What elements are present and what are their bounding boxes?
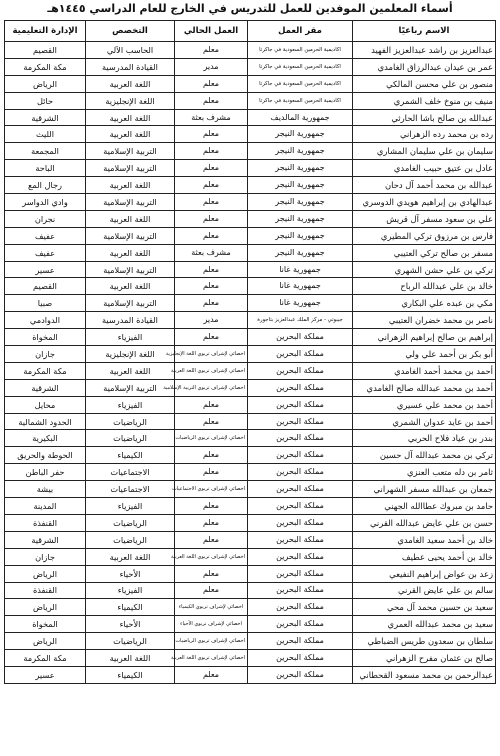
header-dept: الإدارة التعليمية <box>5 21 86 42</box>
table-row <box>5 616 496 633</box>
cell-spec: الرياضيات <box>86 430 175 447</box>
cell-job: معلم <box>175 261 248 278</box>
table-row <box>5 143 496 160</box>
table-body <box>5 42 496 684</box>
cell-job: معلم <box>175 278 248 295</box>
cell-dept: البكيرية <box>5 430 86 447</box>
cell-name: أبو بكر بن أحمد علي ولي <box>353 346 496 363</box>
cell-place: مملكة البحرين <box>248 616 353 633</box>
cell-dept: الرياض <box>5 633 86 650</box>
cell-spec: الرياضيات <box>86 413 175 430</box>
cell-dept: الشرقية <box>5 531 86 548</box>
cell-name: عادل بن عتيق حبيب الغامدي <box>353 160 496 177</box>
cell-name: صالح بن عثمان مفرح الزهراني <box>353 650 496 667</box>
cell-place: مملكة البحرين <box>248 650 353 667</box>
cell-spec: اللغة العربية <box>86 244 175 261</box>
cell-place: اكاديمية الحرمين السعودية في جاكرتا <box>248 92 353 109</box>
cell-job: مدير <box>175 58 248 75</box>
cell-place: مملكة البحرين <box>248 531 353 548</box>
table-row <box>5 75 496 92</box>
cell-name: عبدالله بن صالح باشا الحارثي <box>353 109 496 126</box>
table-row <box>5 379 496 396</box>
cell-job: اخصائي لإشراف تربوي الاجتماعيات <box>175 481 248 498</box>
cell-job: معلم <box>175 126 248 143</box>
cell-name: عمر بن عيدان عبدالرزاق الغامدي <box>353 58 496 75</box>
cell-dept: جازان <box>5 346 86 363</box>
cell-name: عبدالرحمن بن محمد مسعود القحطاني <box>353 666 496 683</box>
cell-name: حامد بن مبروك عطاالله الجهني <box>353 498 496 515</box>
cell-dept: القنفذة <box>5 514 86 531</box>
cell-place: مملكة البحرين <box>248 548 353 565</box>
cell-name: تركي بن علي حشن الشهري <box>353 261 496 278</box>
cell-spec: التربية الإسلامية <box>86 227 175 244</box>
table-row <box>5 42 496 59</box>
cell-place: مملكة البحرين <box>248 362 353 379</box>
cell-name: إبراهيم بن صالح إبراهيم الزهراني <box>353 329 496 346</box>
table-header-row <box>5 21 496 42</box>
cell-place: جمهورية غانا <box>248 261 353 278</box>
cell-spec: اللغة العربية <box>86 126 175 143</box>
cell-spec: اللغة العربية <box>86 177 175 194</box>
table-row <box>5 362 496 379</box>
cell-job: اخصائي لإشراف تربوي اللغة العربية <box>175 650 248 667</box>
cell-job: معلم <box>175 531 248 548</box>
cell-name: أحمد بن محمد أحمد الغامدي <box>353 362 496 379</box>
cell-job: مدير <box>175 312 248 329</box>
cell-job: اخصائي لإشراف تربوي التربية الإسلامية <box>175 379 248 396</box>
cell-job: معلم <box>175 464 248 481</box>
cell-job: معلم <box>175 177 248 194</box>
table-row <box>5 58 496 75</box>
cell-job: معلم <box>175 160 248 177</box>
cell-spec: التربية الإسلامية <box>86 143 175 160</box>
cell-place: مملكة البحرين <box>248 447 353 464</box>
table-row <box>5 160 496 177</box>
table-row <box>5 210 496 227</box>
cell-job: معلم <box>175 227 248 244</box>
cell-place: مملكة البحرين <box>248 599 353 616</box>
table-row <box>5 548 496 565</box>
cell-name: ناصر بن محمد خضران العتيبي <box>353 312 496 329</box>
table-row <box>5 329 496 346</box>
cell-spec: اللغة العربية <box>86 278 175 295</box>
table-row <box>5 177 496 194</box>
cell-job: معلم <box>175 75 248 92</box>
cell-spec: الاجتماعيات <box>86 464 175 481</box>
cell-job: معلم <box>175 295 248 312</box>
cell-dept: بيشة <box>5 481 86 498</box>
cell-spec: اللغة العربية <box>86 75 175 92</box>
cell-dept: المجمعة <box>5 143 86 160</box>
cell-name: عبدالهادي بن إبراهيم هويدي الدوسري <box>353 194 496 211</box>
cell-job: معلم <box>175 514 248 531</box>
cell-job: معلم <box>175 329 248 346</box>
cell-spec: الكيمياء <box>86 666 175 683</box>
cell-spec: الفيزياء <box>86 329 175 346</box>
cell-job: مشرف بعثة <box>175 109 248 126</box>
cell-spec: التربية الإسلامية <box>86 160 175 177</box>
table-row <box>5 244 496 261</box>
table-row <box>5 666 496 683</box>
table-row <box>5 396 496 413</box>
table-row <box>5 565 496 582</box>
cell-place: جمهورية المالديف <box>248 109 353 126</box>
cell-dept: محايل <box>5 396 86 413</box>
cell-job: معلم <box>175 666 248 683</box>
cell-place: جمهورية النيجر <box>248 244 353 261</box>
cell-spec: الرياضيات <box>86 514 175 531</box>
table-row <box>5 194 496 211</box>
cell-dept: القنفذة <box>5 582 86 599</box>
cell-spec: التربية الإسلامية <box>86 295 175 312</box>
cell-dept: عفيف <box>5 244 86 261</box>
cell-place: اكاديمية الحرمين السعودية في جاكرتا <box>248 42 353 59</box>
cell-place: مملكة البحرين <box>248 481 353 498</box>
cell-dept: عسير <box>5 666 86 683</box>
table-row <box>5 650 496 667</box>
cell-spec: الاجتماعيات <box>86 481 175 498</box>
cell-place: جمهورية النيجر <box>248 177 353 194</box>
cell-dept: الليث <box>5 126 86 143</box>
cell-spec: اللغة العربية <box>86 650 175 667</box>
cell-job: معلم <box>175 565 248 582</box>
cell-dept: حفر الباطن <box>5 464 86 481</box>
cell-spec: الفيزياء <box>86 498 175 515</box>
cell-spec: الكيمياء <box>86 599 175 616</box>
cell-place: جمهورية النيجر <box>248 227 353 244</box>
cell-name: بندر بن عياد فلاح الحربي <box>353 430 496 447</box>
cell-place: اكاديمية الحرمين السعودية في جاكرتا <box>248 58 353 75</box>
cell-place: جمهورية غانا <box>248 295 353 312</box>
cell-spec: الأحياء <box>86 565 175 582</box>
cell-place: مملكة البحرين <box>248 498 353 515</box>
cell-spec: اللغة العربية <box>86 548 175 565</box>
cell-spec: اللغة العربية <box>86 362 175 379</box>
cell-dept: الرياض <box>5 599 86 616</box>
cell-dept: مكة المكرمة <box>5 650 86 667</box>
table-row <box>5 447 496 464</box>
cell-job: معلم <box>175 498 248 515</box>
cell-job: معلم <box>175 413 248 430</box>
cell-dept: المخواة <box>5 329 86 346</box>
cell-name: ثامر بن دله متعب العنزي <box>353 464 496 481</box>
cell-job: مشرف بعثة <box>175 244 248 261</box>
cell-job: اخصائي لإشراف تربوي اللغة الإنجليزية <box>175 346 248 363</box>
cell-name: رده بن محمد رده الزهراني <box>353 126 496 143</box>
header-place: مقر العمل <box>248 21 353 42</box>
cell-job: معلم <box>175 92 248 109</box>
cell-name: علي بن سعود مسفر آل قريش <box>353 210 496 227</box>
table-row <box>5 227 496 244</box>
table-row <box>5 295 496 312</box>
cell-job: اخصائي لإشراف تربوي اللغة العربية <box>175 548 248 565</box>
cell-name: سليمان بن علي سليمان المشاري <box>353 143 496 160</box>
cell-place: جمهورية النيجر <box>248 126 353 143</box>
cell-dept: جازان <box>5 548 86 565</box>
cell-dept: الحوطة والحريق <box>5 447 86 464</box>
cell-dept: مكة المكرمة <box>5 362 86 379</box>
cell-spec: اللغة الإنجليزية <box>86 346 175 363</box>
cell-name: فارس بن مرزوق تركي المطيري <box>353 227 496 244</box>
cell-spec: اللغة العربية <box>86 109 175 126</box>
cell-name: زعد بن عواض إبراهيم النفيعي <box>353 565 496 582</box>
cell-name: عبدالعزيز بن راشد عبدالعزيز الفهيد <box>353 42 496 59</box>
cell-name: منيف بن منوخ خلف الشمري <box>353 92 496 109</box>
cell-place: اكاديمية الحرمين السعودية في جاكرتا <box>248 75 353 92</box>
cell-spec: التربية الإسلامية <box>86 261 175 278</box>
table-row <box>5 126 496 143</box>
cell-spec: الأحياء <box>86 616 175 633</box>
cell-job: معلم <box>175 447 248 464</box>
cell-name: مكي بن عبده علي البكاري <box>353 295 496 312</box>
table-row <box>5 481 496 498</box>
cell-dept: مكة المكرمة <box>5 58 86 75</box>
table-row <box>5 464 496 481</box>
cell-dept: القصيم <box>5 42 86 59</box>
cell-spec: الفيزياء <box>86 396 175 413</box>
teachers-table <box>4 20 496 684</box>
cell-dept: الرياض <box>5 565 86 582</box>
table-row <box>5 92 496 109</box>
cell-dept: الباحة <box>5 160 86 177</box>
cell-spec: التربية الإسلامية <box>86 379 175 396</box>
cell-job: معلم <box>175 194 248 211</box>
cell-place: مملكة البحرين <box>248 565 353 582</box>
cell-job: اخصائي لإشراف تربوي الأحياء <box>175 616 248 633</box>
cell-place: جمهورية النيجر <box>248 143 353 160</box>
table-row <box>5 599 496 616</box>
cell-place: مملكة البحرين <box>248 514 353 531</box>
document-title: أسماء المعلمين الموفدين للعمل للتدريس في الخارج للعام الدراسي ١٤٤٥هـ <box>47 2 453 15</box>
cell-place: مملكة البحرين <box>248 430 353 447</box>
cell-dept: المخواة <box>5 616 86 633</box>
cell-name: خالد بن علي عبدالله الرباح <box>353 278 496 295</box>
cell-job: اخصائي لإشراف تربوي الكيمياء <box>175 599 248 616</box>
cell-name: سلطان بن سعدون طريس الضباطي <box>353 633 496 650</box>
header-name: الاسم رباعيًا <box>353 21 496 42</box>
cell-place: جيبوتي - مركز الملك عبدالعزيز بتاجورة <box>248 312 353 329</box>
cell-job: اخصائي لإشراف تربوي الرياضيات <box>175 430 248 447</box>
cell-place: مملكة البحرين <box>248 329 353 346</box>
cell-job: معلم <box>175 210 248 227</box>
cell-job: معلم <box>175 582 248 599</box>
cell-dept: الحدود الشمالية <box>5 413 86 430</box>
table-row <box>5 514 496 531</box>
cell-spec: الكيمياء <box>86 447 175 464</box>
cell-name: تركي بن محمد عبدالله آل حسين <box>353 447 496 464</box>
table-row <box>5 278 496 295</box>
cell-place: مملكة البحرين <box>248 379 353 396</box>
cell-name: جمعان بن عبدالله مسفر الشهراني <box>353 481 496 498</box>
cell-dept: صبيا <box>5 295 86 312</box>
table-row <box>5 261 496 278</box>
cell-name: عبدالله بن محمد أحمد آل دحان <box>353 177 496 194</box>
cell-place: مملكة البحرين <box>248 346 353 363</box>
header-spec: التخصص <box>86 21 175 42</box>
cell-place: جمهورية النيجر <box>248 210 353 227</box>
table-row <box>5 346 496 363</box>
cell-spec: الحاسب الآلي <box>86 42 175 59</box>
cell-dept: الشرقية <box>5 109 86 126</box>
cell-name: منصور بن علي محسن المالكي <box>353 75 496 92</box>
cell-place: مملكة البحرين <box>248 396 353 413</box>
cell-name: مسفر بن صالح تركي العتيبي <box>353 244 496 261</box>
cell-place: مملكة البحرين <box>248 666 353 683</box>
cell-place: مملكة البحرين <box>248 464 353 481</box>
cell-place: جمهورية النيجر <box>248 194 353 211</box>
cell-name: سالم بن علي عايض القرني <box>353 582 496 599</box>
cell-spec: القيادة المدرسية <box>86 312 175 329</box>
cell-dept: نجران <box>5 210 86 227</box>
cell-dept: عفيف <box>5 227 86 244</box>
table-row <box>5 582 496 599</box>
table-row <box>5 633 496 650</box>
cell-spec: القيادة المدرسية <box>86 58 175 75</box>
cell-name: حسن بن علي عايض عبدالله القرني <box>353 514 496 531</box>
cell-dept: عسير <box>5 261 86 278</box>
cell-job: معلم <box>175 143 248 160</box>
cell-place: جمهورية غانا <box>248 278 353 295</box>
cell-place: مملكة البحرين <box>248 633 353 650</box>
cell-name: أحمد بن عايد عدوان الشمري <box>353 413 496 430</box>
cell-name: خالد بن أحمد سعيد الغامدي <box>353 531 496 548</box>
cell-dept: حائل <box>5 92 86 109</box>
cell-job: معلم <box>175 42 248 59</box>
table-row <box>5 430 496 447</box>
cell-place: مملكة البحرين <box>248 582 353 599</box>
cell-place: جمهورية النيجر <box>248 160 353 177</box>
table-row <box>5 531 496 548</box>
cell-name: أحمد بن محمد عبدالله صالح الغامدي <box>353 379 496 396</box>
header-job: العمل الحالي <box>175 21 248 42</box>
cell-spec: اللغة الإنجليزية <box>86 92 175 109</box>
cell-name: سعيد بن محمد عبدالله العمري <box>353 616 496 633</box>
cell-spec: اللغة العربية <box>86 210 175 227</box>
cell-spec: الرياضيات <box>86 633 175 650</box>
cell-place: مملكة البحرين <box>248 413 353 430</box>
table-row <box>5 498 496 515</box>
cell-dept: رجال المع <box>5 177 86 194</box>
table-row <box>5 413 496 430</box>
table-row <box>5 312 496 329</box>
cell-spec: التربية الإسلامية <box>86 194 175 211</box>
cell-dept: الدوادمي <box>5 312 86 329</box>
cell-job: اخصائي لإشراف تربوي الرياضيات <box>175 633 248 650</box>
cell-dept: المدينة <box>5 498 86 515</box>
cell-name: سعيد بن حسين محمد آل محي <box>353 599 496 616</box>
cell-spec: الرياضيات <box>86 531 175 548</box>
cell-name: أحمد بن محمد علي عسيري <box>353 396 496 413</box>
cell-spec: الفيزياء <box>86 582 175 599</box>
cell-dept: وادي الدواسر <box>5 194 86 211</box>
cell-dept: الرياض <box>5 75 86 92</box>
cell-job: معلم <box>175 396 248 413</box>
cell-name: خالد بن أحمد يحيى عطيف <box>353 548 496 565</box>
cell-dept: القصيم <box>5 278 86 295</box>
table-row <box>5 109 496 126</box>
cell-dept: الشرقية <box>5 379 86 396</box>
cell-job: اخصائي لإشراف تربوي اللغة العربية <box>175 362 248 379</box>
